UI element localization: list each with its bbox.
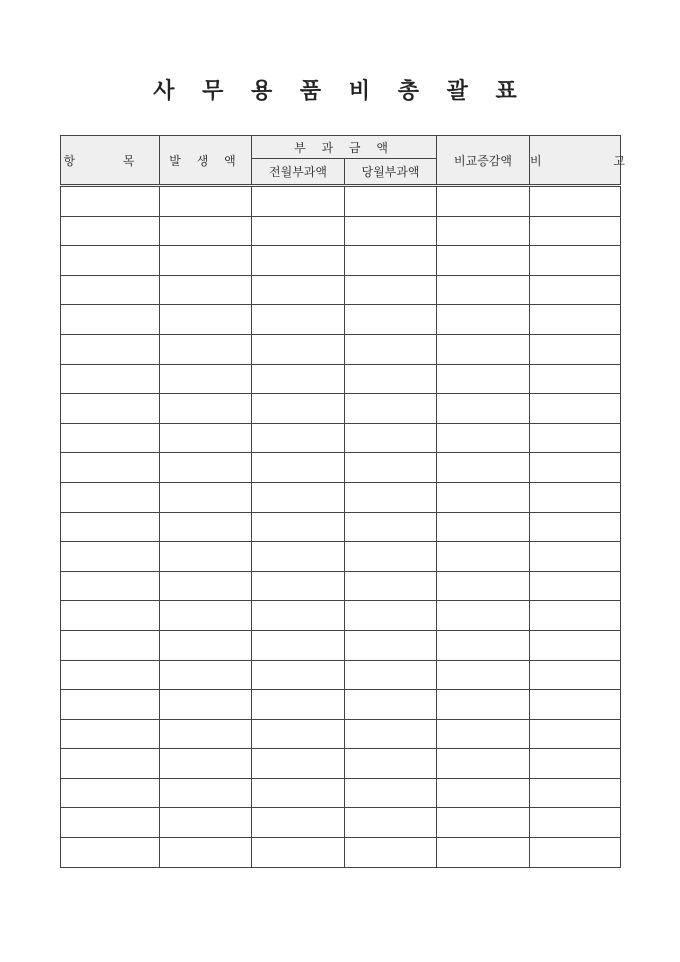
cell-prev-month[interactable] xyxy=(252,719,345,749)
cell-remarks[interactable] xyxy=(530,275,621,305)
office-supplies-summary-table xyxy=(60,135,659,868)
cell-compare[interactable] xyxy=(437,630,530,660)
cell-amount[interactable] xyxy=(160,364,252,394)
cell-curr-month[interactable] xyxy=(345,186,437,217)
cell-amount[interactable] xyxy=(160,216,252,246)
cell-amount[interactable] xyxy=(160,246,252,276)
cell-item[interactable] xyxy=(61,512,160,542)
cell-curr-month[interactable] xyxy=(345,482,437,512)
cell-compare[interactable] xyxy=(437,394,530,424)
cell-remarks[interactable] xyxy=(530,542,621,572)
cell-remarks[interactable] xyxy=(530,630,621,660)
cell-curr-month[interactable] xyxy=(345,660,437,690)
table-row xyxy=(61,719,621,749)
cell-compare[interactable] xyxy=(437,275,530,305)
cell-curr-month[interactable] xyxy=(345,512,437,542)
cell-prev-month[interactable] xyxy=(252,512,345,542)
cell-item[interactable] xyxy=(61,808,160,838)
cell-prev-month[interactable] xyxy=(252,778,345,808)
cell-compare[interactable] xyxy=(437,364,530,394)
cell-compare[interactable] xyxy=(437,334,530,364)
cell-remarks[interactable] xyxy=(530,719,621,749)
cell-item[interactable] xyxy=(61,423,160,453)
header-compare: 비교증감액 xyxy=(437,136,530,186)
cell-prev-month[interactable] xyxy=(252,334,345,364)
cell-amount[interactable] xyxy=(160,512,252,542)
cell-curr-month[interactable] xyxy=(345,334,437,364)
cell-compare[interactable] xyxy=(437,542,530,572)
cell-prev-month[interactable] xyxy=(252,305,345,335)
table-row xyxy=(61,749,621,779)
table-row xyxy=(61,808,621,838)
cell-compare[interactable] xyxy=(437,838,530,868)
cell-compare[interactable] xyxy=(437,482,530,512)
table-row xyxy=(61,690,621,720)
cell-amount[interactable] xyxy=(160,690,252,720)
cell-remarks[interactable] xyxy=(530,394,621,424)
table-row xyxy=(61,394,621,424)
table-header xyxy=(61,136,659,186)
cell-remarks[interactable] xyxy=(530,512,621,542)
cell-prev-month[interactable] xyxy=(252,394,345,424)
cell-item[interactable] xyxy=(61,453,160,483)
table-row xyxy=(61,423,621,453)
cell-compare[interactable] xyxy=(437,778,530,808)
cell-prev-month[interactable] xyxy=(252,482,345,512)
cell-curr-month[interactable] xyxy=(345,216,437,246)
cell-item[interactable] xyxy=(61,690,160,720)
cell-compare[interactable] xyxy=(437,423,530,453)
cell-item[interactable] xyxy=(61,275,160,305)
table-row xyxy=(61,246,621,276)
table-row xyxy=(61,601,621,631)
cell-curr-month[interactable] xyxy=(345,423,437,453)
cell-item[interactable] xyxy=(61,660,160,690)
cell-item[interactable] xyxy=(61,364,160,394)
cell-remarks[interactable] xyxy=(530,690,621,720)
cell-amount[interactable] xyxy=(160,660,252,690)
cell-curr-month[interactable] xyxy=(345,601,437,631)
cell-compare[interactable] xyxy=(437,660,530,690)
cell-amount[interactable] xyxy=(160,808,252,838)
cell-amount[interactable] xyxy=(160,186,252,217)
cell-remarks[interactable] xyxy=(530,571,621,601)
cell-remarks[interactable] xyxy=(530,660,621,690)
cell-amount[interactable] xyxy=(160,453,252,483)
cell-amount[interactable] xyxy=(160,630,252,660)
cell-prev-month[interactable] xyxy=(252,630,345,660)
cell-compare[interactable] xyxy=(437,246,530,276)
cell-remarks[interactable] xyxy=(530,808,621,838)
cell-prev-month[interactable] xyxy=(252,690,345,720)
cell-compare[interactable] xyxy=(437,186,530,217)
cell-prev-month[interactable] xyxy=(252,838,345,868)
form-title: 사 무 용 품 비 총 괄 표 xyxy=(153,78,527,104)
table-row xyxy=(61,660,621,690)
table-row xyxy=(61,364,621,394)
cell-amount[interactable] xyxy=(160,542,252,572)
cell-item[interactable] xyxy=(61,216,160,246)
cell-prev-month[interactable] xyxy=(252,275,345,305)
cell-item[interactable] xyxy=(61,778,160,808)
table-row xyxy=(61,275,621,305)
cell-amount[interactable] xyxy=(160,571,252,601)
cell-item[interactable] xyxy=(61,838,160,868)
cell-item[interactable] xyxy=(61,630,160,660)
cell-item[interactable] xyxy=(61,571,160,601)
cell-compare[interactable] xyxy=(437,749,530,779)
header-amount: 발 생 액 xyxy=(160,136,252,186)
cell-remarks[interactable] xyxy=(530,601,621,631)
cell-amount[interactable] xyxy=(160,838,252,868)
table-row xyxy=(61,630,621,660)
cell-item[interactable] xyxy=(61,482,160,512)
cell-compare[interactable] xyxy=(437,808,530,838)
table-body xyxy=(61,186,621,868)
cell-remarks[interactable] xyxy=(530,453,621,483)
cell-amount[interactable] xyxy=(160,482,252,512)
cell-prev-month[interactable] xyxy=(252,186,345,217)
cell-prev-month[interactable] xyxy=(252,542,345,572)
cell-remarks[interactable] xyxy=(530,216,621,246)
cell-curr-month[interactable] xyxy=(345,542,437,572)
cell-remarks[interactable] xyxy=(530,186,621,217)
cell-remarks[interactable] xyxy=(530,364,621,394)
cell-prev-month[interactable] xyxy=(252,601,345,631)
cell-prev-month[interactable] xyxy=(252,749,345,779)
cell-amount[interactable] xyxy=(160,305,252,335)
cell-curr-month[interactable] xyxy=(345,571,437,601)
cell-item[interactable] xyxy=(61,601,160,631)
cell-compare[interactable] xyxy=(437,601,530,631)
table-row xyxy=(61,216,621,246)
cell-item[interactable] xyxy=(61,719,160,749)
cell-curr-month[interactable] xyxy=(345,246,437,276)
cell-compare[interactable] xyxy=(437,453,530,483)
cell-prev-month[interactable] xyxy=(252,453,345,483)
cell-curr-month[interactable] xyxy=(345,453,437,483)
cell-remarks[interactable] xyxy=(530,334,621,364)
header-remarks: 비 고 xyxy=(530,136,621,186)
cell-compare[interactable] xyxy=(437,719,530,749)
cell-curr-month[interactable] xyxy=(345,394,437,424)
table-row xyxy=(61,453,621,483)
table-row xyxy=(61,482,621,512)
cell-curr-month[interactable] xyxy=(345,364,437,394)
header-curr-month-levy: 당월부과액 xyxy=(345,159,437,186)
cell-curr-month[interactable] xyxy=(345,630,437,660)
cell-item[interactable] xyxy=(61,749,160,779)
cell-amount[interactable] xyxy=(160,423,252,453)
cell-curr-month[interactable] xyxy=(345,749,437,779)
table-row xyxy=(61,186,621,217)
cell-remarks[interactable] xyxy=(530,482,621,512)
cell-curr-month[interactable] xyxy=(345,305,437,335)
cell-curr-month[interactable] xyxy=(345,838,437,868)
cell-curr-month[interactable] xyxy=(345,719,437,749)
cell-amount[interactable] xyxy=(160,749,252,779)
cell-amount[interactable] xyxy=(160,719,252,749)
table-row xyxy=(61,838,621,868)
table-row xyxy=(61,571,621,601)
cell-item[interactable] xyxy=(61,305,160,335)
header-item: 항 목 xyxy=(61,136,160,186)
cell-compare[interactable] xyxy=(437,512,530,542)
cell-remarks[interactable] xyxy=(530,838,621,868)
cell-remarks[interactable] xyxy=(530,749,621,779)
cell-curr-month[interactable] xyxy=(345,690,437,720)
cell-amount[interactable] xyxy=(160,394,252,424)
cell-item[interactable] xyxy=(61,246,160,276)
cell-remarks[interactable] xyxy=(530,778,621,808)
cell-compare[interactable] xyxy=(437,571,530,601)
cell-remarks[interactable] xyxy=(530,246,621,276)
cell-compare[interactable] xyxy=(437,305,530,335)
cell-item[interactable] xyxy=(61,186,160,217)
cell-prev-month[interactable] xyxy=(252,246,345,276)
cell-prev-month[interactable] xyxy=(252,364,345,394)
cell-item[interactable] xyxy=(61,394,160,424)
cell-prev-month[interactable] xyxy=(252,423,345,453)
cell-amount[interactable] xyxy=(160,275,252,305)
cell-curr-month[interactable] xyxy=(345,778,437,808)
table-row xyxy=(61,512,621,542)
cell-prev-month[interactable] xyxy=(252,216,345,246)
cell-prev-month[interactable] xyxy=(252,808,345,838)
table-row xyxy=(61,778,621,808)
cell-amount[interactable] xyxy=(160,601,252,631)
cell-amount[interactable] xyxy=(160,334,252,364)
cell-curr-month[interactable] xyxy=(345,808,437,838)
table-row xyxy=(61,334,621,364)
cell-amount[interactable] xyxy=(160,778,252,808)
header-prev-month-levy: 전월부과액 xyxy=(252,159,345,186)
header-levy-group: 부 과 금 액 xyxy=(252,136,437,159)
cell-item[interactable] xyxy=(61,334,160,364)
table-row xyxy=(61,305,621,335)
cell-prev-month[interactable] xyxy=(252,660,345,690)
cell-curr-month[interactable] xyxy=(345,275,437,305)
cell-compare[interactable] xyxy=(437,690,530,720)
table-row xyxy=(61,542,621,572)
cell-compare[interactable] xyxy=(437,216,530,246)
cell-remarks[interactable] xyxy=(530,423,621,453)
cell-remarks[interactable] xyxy=(530,305,621,335)
cell-prev-month[interactable] xyxy=(252,571,345,601)
cell-item[interactable] xyxy=(61,542,160,572)
